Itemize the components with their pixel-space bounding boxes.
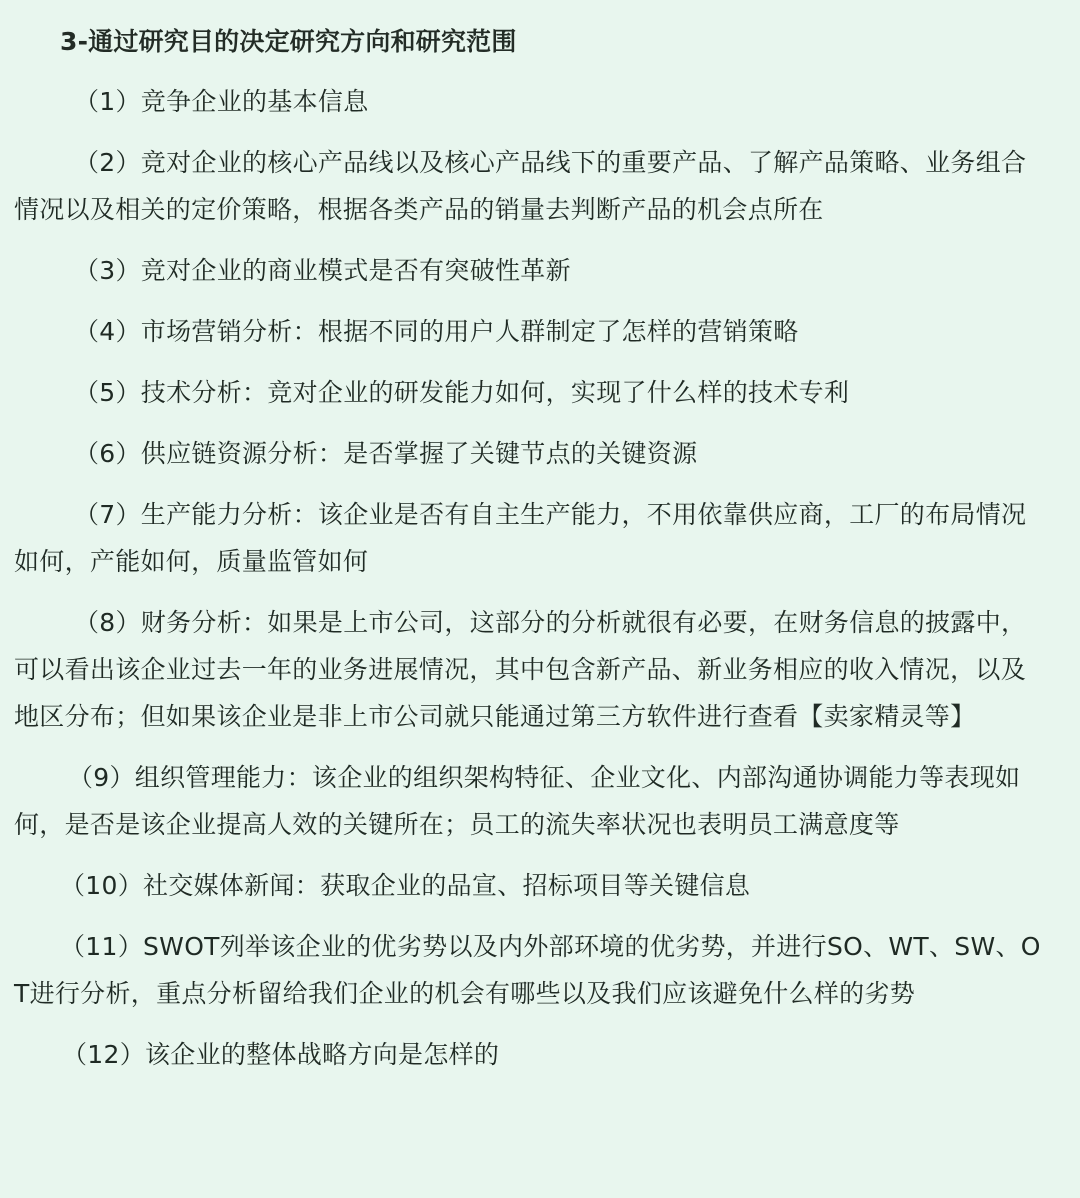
list-item-11: （11）SWOT列举该企业的优劣势以及内外部环境的优劣势，并进行SO、WT、SW、OT进行分析，重点分析留给我们企业的机会有哪些以及我们应该避免什么样的劣势 (14, 932, 1041, 1008)
list-item-7: （7）生产能力分析：该企业是否有自主生产能力，不用依靠供应商，工厂的布局情况如何，产能如何，质量监管如何 (14, 500, 1027, 576)
list-item-3: （3）竞对企业的商业模式是否有突破性革新 (74, 256, 571, 285)
section-heading: 3-通过研究目的决定研究方向和研究范围 (60, 27, 517, 56)
list-item-2: （2）竞对企业的核心产品线以及核心产品线下的重要产品、了解产品策略、业务组合情况以及相关的定价策略，根据各类产品的销量去判断产品的机会点所在 (14, 148, 1027, 224)
list-item-4: （4）市场营销分析：根据不同的用户人群制定了怎样的营销策略 (74, 317, 799, 346)
list-item-8: （8）财务分析：如果是上市公司，这部分的分析就很有必要，在财务信息的披露中，可以看出该企业过去一年的业务进展情况，其中包含新产品、新业务相应的收入情况，以及地区分布；但如果该企业是非上市公司就只能通过第三方软件进行查看【卖家精灵等】 (14, 608, 1027, 731)
list-item-5: （5）技术分析：竞对企业的研发能力如何，实现了什么样的技术专利 (74, 378, 850, 407)
list-item-6: （6）供应链资源分析：是否掌握了关键节点的关键资源 (74, 439, 698, 468)
list-item-10: （10）社交媒体新闻：获取企业的品宣、招标项目等关键信息 (60, 871, 751, 900)
list-item-1: （1）竞争企业的基本信息 (74, 87, 369, 116)
list-item-12: （12）该企业的整体战略方向是怎样的 (62, 1040, 500, 1069)
list-item-9: （9）组织管理能力：该企业的组织架构特征、企业文化、内部沟通协调能力等表现如何，是否是该企业提高人效的关键所在；员工的流失率状况也表明员工满意度等 (14, 763, 1021, 839)
